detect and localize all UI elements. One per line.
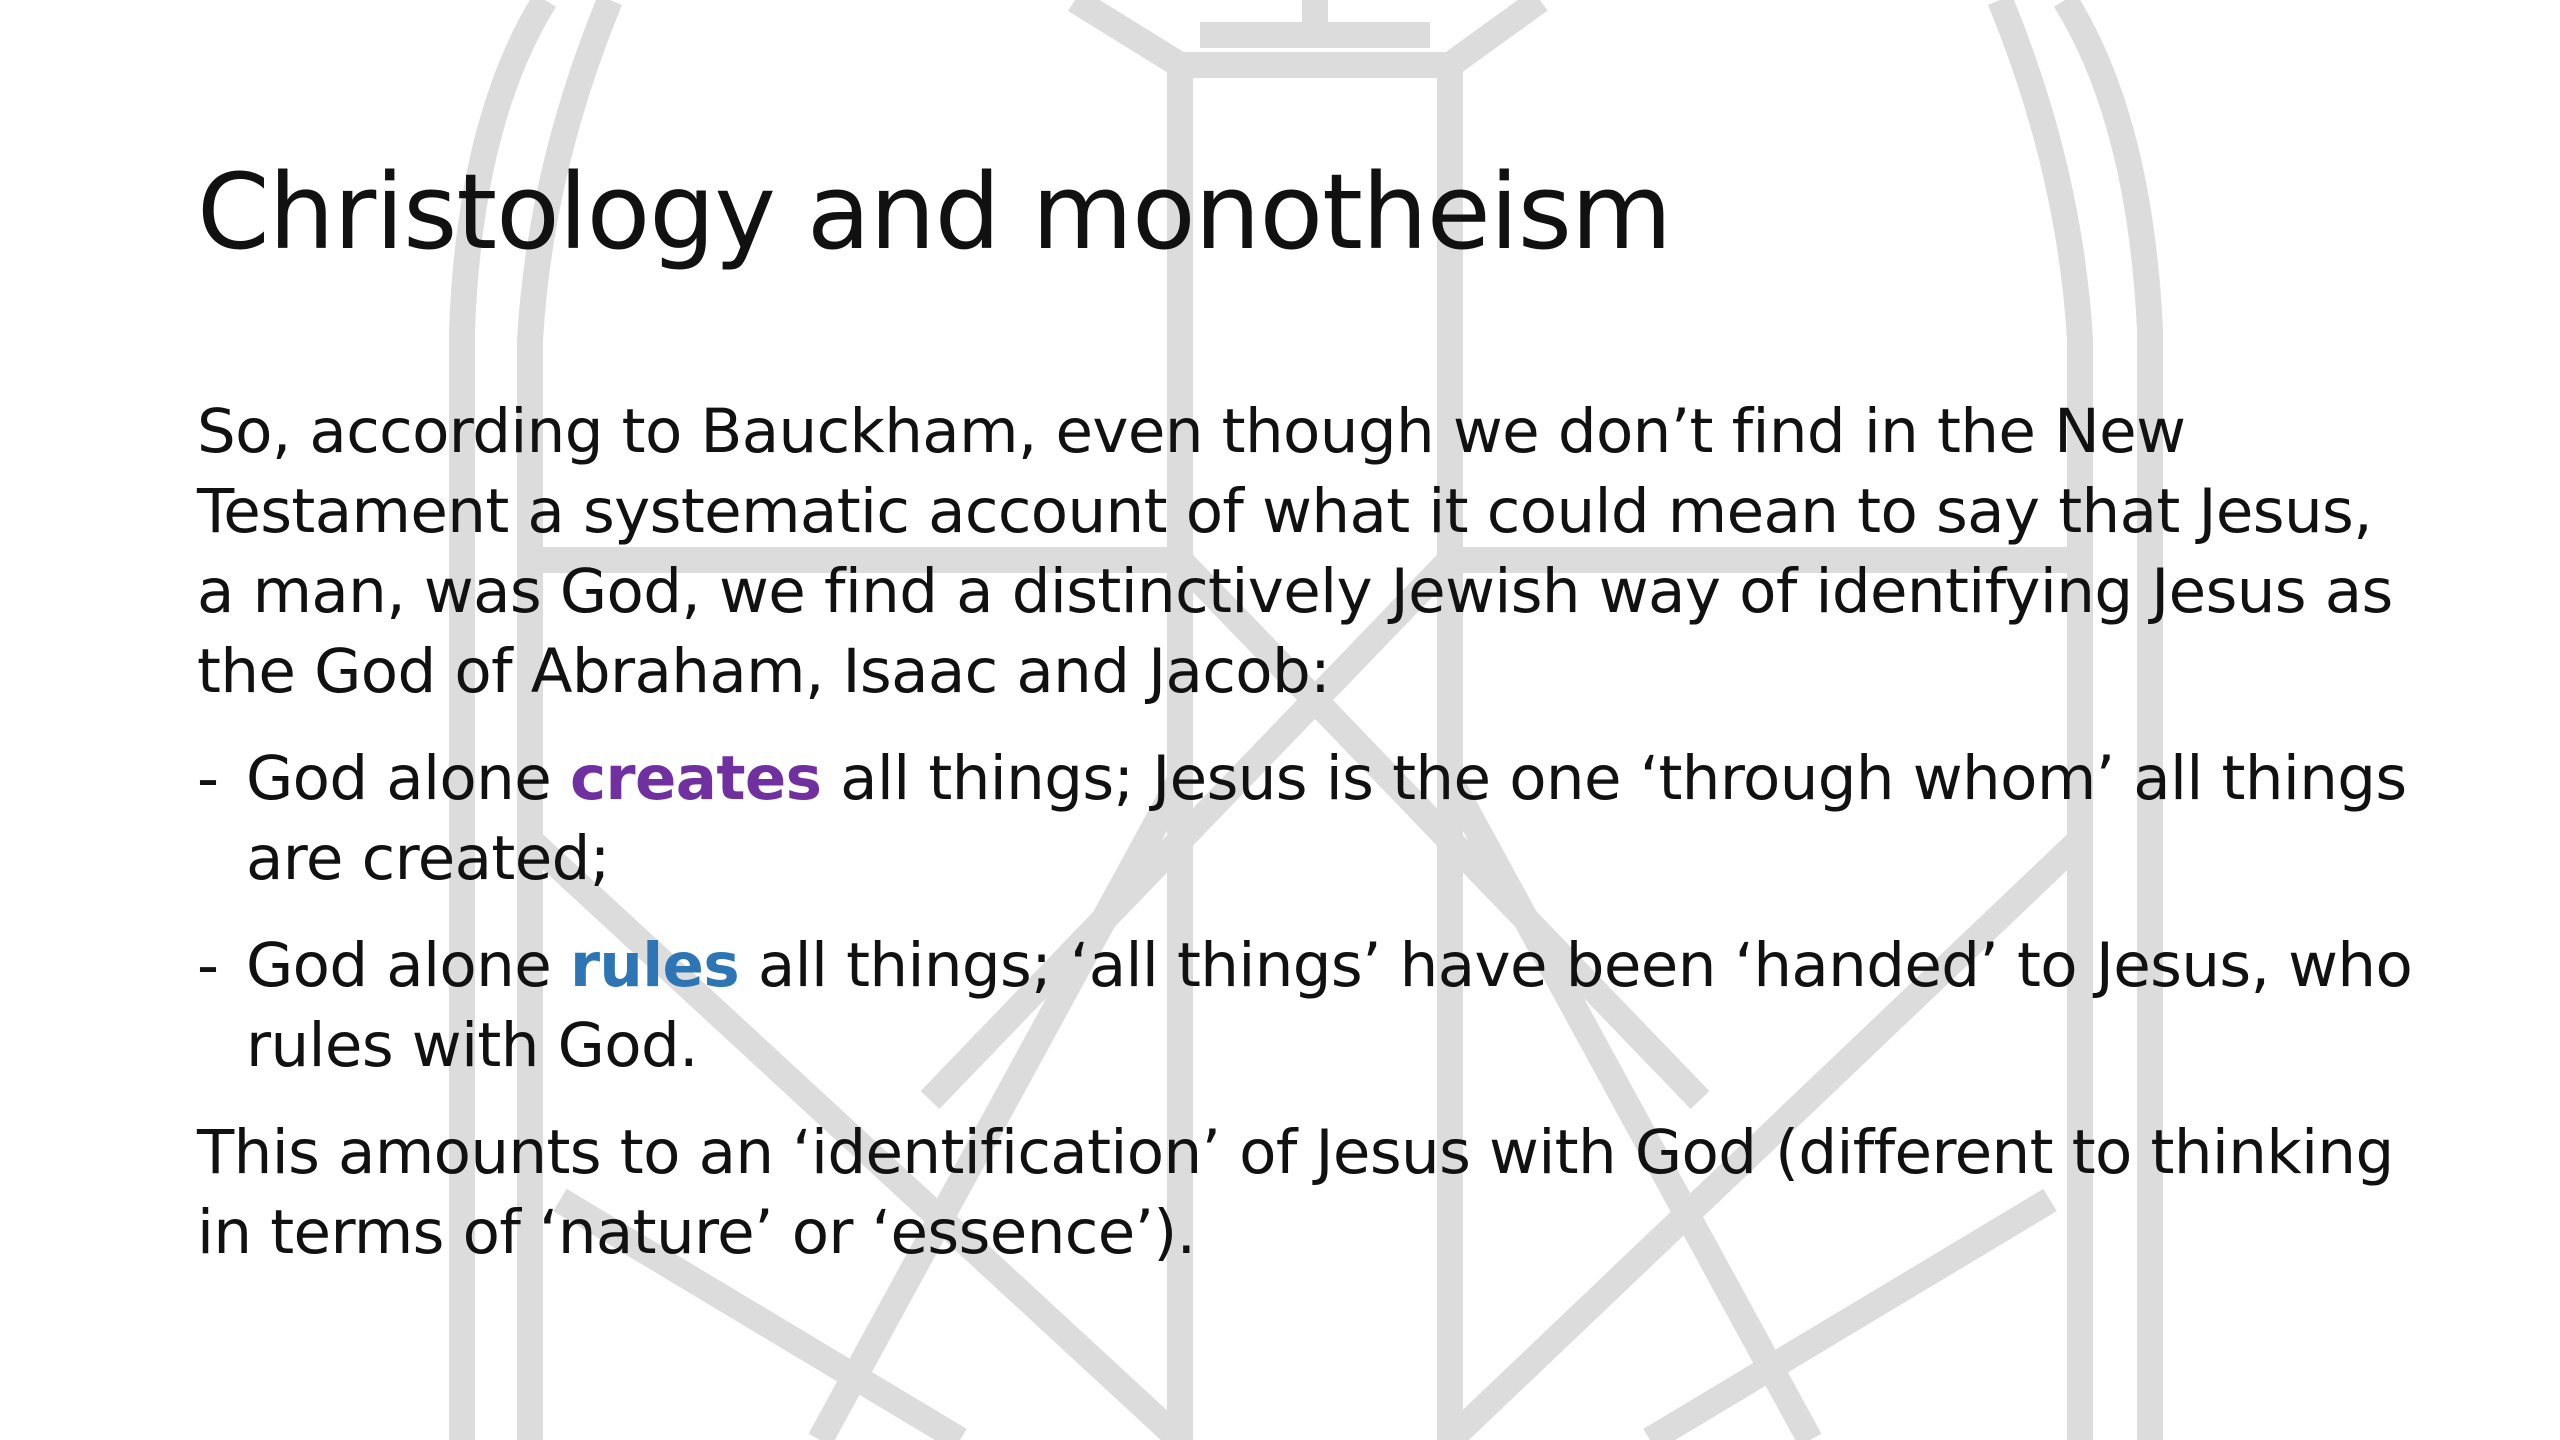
- keyword-creates: creates: [569, 743, 822, 814]
- bullet-text-prefix: God alone: [246, 743, 570, 814]
- bullet-item-rules: [197, 926, 2417, 1086]
- conclusion-paragraph: This amounts to an ‘identification’ of Jesus with God (different to thinking in terms of ‘nature’ or ‘essence’).: [197, 1117, 2394, 1268]
- bullet-marker: -: [197, 743, 219, 814]
- bullet-text-prefix: God alone: [246, 930, 570, 1001]
- bullet-item-creates: [197, 739, 2417, 899]
- slide-body: [197, 392, 2417, 1273]
- keyword-rules: rules: [569, 930, 740, 1001]
- bullet-list: [197, 739, 2417, 1086]
- bullet-text-suffix: all things; Jesus is the one ‘through whom’ all things are created;: [246, 743, 2407, 894]
- intro-paragraph: So, according to Bauckham, even though we don’t find in the New Testament a systematic account of what it could mean to say that Jesus, a man, was God, we find a distinctively Jewish way of identifying Jesus as the God of Abraham, Isaac and Jacob:: [197, 396, 2393, 707]
- bullet-marker: -: [197, 930, 219, 1001]
- slide-title: Christology and monotheism: [197, 151, 1672, 273]
- bullet-text-suffix: all things; ‘all things’ have been ‘handed’ to Jesus, who rules with God.: [246, 930, 2413, 1081]
